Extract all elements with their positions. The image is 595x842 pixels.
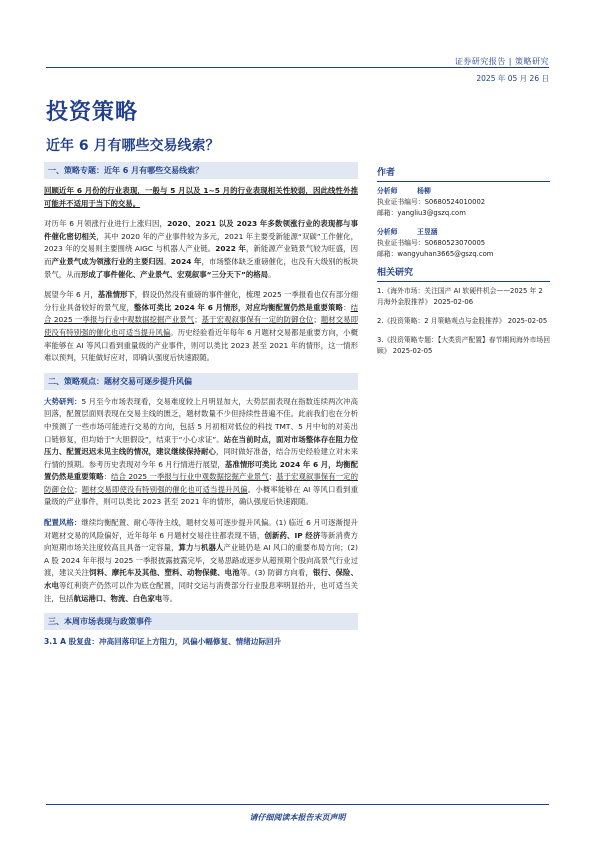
text-span: 基准情形下 bbox=[97, 290, 135, 300]
related-title: 1.《海外市场：关注国产 AI 软硬件机会——2025 年 2 月海外金股推荐》 bbox=[377, 287, 543, 306]
sidebar bbox=[377, 168, 550, 365]
trend-paragraph bbox=[44, 396, 358, 509]
text-span: ； bbox=[194, 315, 202, 325]
text-span: 产业景气成为领涨行业的主要归因 bbox=[51, 256, 164, 266]
text-span: ； bbox=[74, 484, 82, 494]
email-line bbox=[377, 249, 550, 260]
text-span: 航运港口、物流、白色家电 bbox=[73, 593, 163, 603]
text-span: 银行、保险、水电 bbox=[44, 568, 358, 591]
cert-label: 执业证书编号： bbox=[377, 239, 425, 247]
text-span: 。 bbox=[163, 256, 171, 266]
header-divider bbox=[46, 67, 549, 68]
related-date: 2025-02-05 bbox=[507, 317, 548, 325]
text-span: 。历史经验看近年每年 6 月题材交易都是重要方向，小概率能够在 AI 等风口看到重量级的产业事件，则可以类比 2023 甚至 2021 年的情形，这一情形难以预判，只能做好应对，即确认强度后快速跟随。 bbox=[44, 327, 358, 363]
related-title: 2.《投资策略：2 月策略观点与金股推荐》 bbox=[377, 317, 506, 325]
email-line bbox=[377, 208, 550, 219]
email-link[interactable]: yangliu3@gszq.com bbox=[397, 209, 466, 217]
text-span: 对历年 6 月领涨行业进行上涨归因， bbox=[44, 219, 168, 229]
text-span: 结合 2025 一季报与行业中观数据挖掘产业景气 bbox=[111, 472, 269, 482]
text-span: 。小概率能够在 AI 等风口看到重量级的产业事件，则可以类比 2023 甚至 2021 年的情形，确认强度后快速跟随。 bbox=[44, 484, 358, 507]
text-span: 饲料、摩托车及其他、塑料、动物保健、电池 bbox=[89, 568, 240, 578]
cert-number: S0680524010002 bbox=[424, 198, 486, 206]
report-subtitle: 近年 6 月有哪些交易线索？ bbox=[46, 138, 220, 154]
text-span: 题材交易即使没有特别强的催化也可适当提升风偏 bbox=[44, 315, 358, 337]
subsection-heading: 3.1 A 股复盘：冲高回落印证上方阻力，风偏小幅修复、情绪边际回升 bbox=[44, 637, 282, 647]
author-block bbox=[377, 227, 550, 260]
related-item[interactable] bbox=[377, 286, 550, 308]
footer-divider bbox=[46, 804, 549, 805]
author-role: 分析师 bbox=[377, 187, 398, 195]
outlook-paragraph bbox=[44, 289, 358, 365]
text-span: 基于宏观叙事保有一定的防御仓位 bbox=[201, 315, 314, 325]
text-span: 基准情形可类比 2024 年 6 月，均衡配置仍然是重要策略 bbox=[44, 459, 358, 482]
label-span: 大势研判： bbox=[44, 396, 82, 406]
related-title: 3.《投资策略专题：【大类资产配置】春节期间海外市场回顾》 bbox=[377, 336, 551, 355]
related-date: 2025-02-05 bbox=[392, 347, 433, 355]
related-item[interactable] bbox=[377, 316, 550, 327]
text-span: ： bbox=[343, 302, 351, 312]
text-span: 。 bbox=[268, 269, 276, 279]
cert-label: 执业证书编号： bbox=[377, 198, 425, 206]
text-span: 等。 bbox=[162, 593, 178, 603]
text-span: 展望今年 6 月， bbox=[44, 290, 98, 300]
cert-number: S0680523070005 bbox=[424, 239, 486, 247]
text-span: 2022 年 bbox=[215, 244, 246, 254]
main-column bbox=[44, 162, 358, 649]
author-row bbox=[377, 227, 550, 238]
text-span: 机器人 bbox=[200, 543, 224, 553]
label-span: 配置风格： bbox=[44, 518, 82, 528]
text-span: ： bbox=[103, 472, 112, 482]
related-date: 2025-02-06 bbox=[433, 298, 474, 306]
text-span: ，同时做好准备，结合历史经验建立对未来行情的预期。参考历史表现对今年 6 月行情进行展望， bbox=[44, 447, 358, 469]
author-heading: 作者 bbox=[377, 168, 550, 182]
text-span: ，新能源产业链景气较为旺盛，因而 bbox=[44, 244, 358, 266]
text-span: 等红利资产仍然可以作为底仓配置，同时交运与消费部分行业股息率明显抬升，也可适当关注，包括 bbox=[44, 581, 358, 603]
text-span: ，市场整体缺乏重磅催化，也没有大级别的板块景气，从而 bbox=[44, 256, 358, 279]
text-span: 算力 bbox=[178, 543, 194, 553]
section-heading-1: 一、策略专题：近年 6 月有哪些交易线索？ bbox=[44, 162, 358, 179]
text-span: ； bbox=[268, 472, 277, 482]
text-span: 整体可类比 2024 年 6 月情形，对应均衡配置仍然是重要策略 bbox=[134, 302, 344, 312]
author-name: 王昱涵 bbox=[417, 228, 438, 236]
summary-text: 回顾近年 6 月份的行业表现，一般与 5 月以及 1~5 月的行业表现相关性较弱，因此线性外推可能并不适用于当下的交易。 bbox=[44, 186, 358, 208]
author-role: 分析师 bbox=[377, 228, 398, 236]
text-span: 产业链仍是 AI 风口的重要布局方向；(2) A 股 2024 年年报与 2025 一季报披露披露完毕，交易思路或逐步从超预期个股向高景气行业过渡，建议关注 bbox=[44, 543, 358, 578]
cert-line bbox=[377, 197, 550, 208]
report-date: 2025 年 05 月 26 日 bbox=[476, 74, 549, 83]
cert-line bbox=[377, 238, 550, 249]
text-span: 等。(3) 防御方向看， bbox=[239, 568, 313, 578]
text-span: 站在当前时点，面对市场整体存在阻力位压力、配置迟迟未见主线的情况，建议继续保持耐心 bbox=[44, 434, 358, 457]
email-link[interactable]: wangyuhan3665@gszq.com bbox=[397, 250, 494, 258]
related-item[interactable] bbox=[377, 335, 550, 357]
text-span: 题材交易即使没有特别强的催化也可适当提升风偏 bbox=[81, 484, 248, 494]
related-heading: 相关研究 bbox=[377, 268, 550, 282]
text-span: 结合 2025 一季报与行业中观数据挖掘产业景气 bbox=[44, 302, 358, 325]
allocation-paragraph bbox=[44, 517, 358, 605]
footer-disclaimer: 请仔细阅读本报告末页声明 bbox=[249, 813, 346, 822]
text-span: 形成了事件催化、产业景气、宏观叙事“三分天下”的格局 bbox=[80, 269, 269, 279]
section-heading-2: 二、策略观点：题材交易可逐步提升风偏 bbox=[44, 373, 358, 390]
author-name: 杨柳 bbox=[417, 187, 431, 195]
email-label: 邮箱： bbox=[377, 250, 398, 258]
text-span: ，其中 2020 年的产业事件较为多元，2021 年主要受新能源“双碳”工作催化，2023 年的交易则主要围绕 AIGC 与机器人产业链。 bbox=[44, 231, 358, 254]
section-heading-3: 三、本周市场表现与政策事件 bbox=[44, 613, 358, 630]
text-span: 继续均衡配置、耐心等待主线，题材交易可逐步提升风偏。(1) 临近 6 月可逐渐提升对题材交易的风险偏好，近年每年 6 月题材交易往往都表现不错， bbox=[44, 518, 358, 540]
text-span: ，假设仍然没有重磅的事件催化，梳理 2025 一季报看也仅有部分细分行业具备较好的景气度， bbox=[44, 290, 358, 312]
email-label: 邮箱： bbox=[377, 209, 398, 217]
text-span: ； bbox=[313, 315, 321, 325]
report-category: 证券研究报告 | 策略研究 bbox=[454, 57, 549, 66]
text-span: 2024 年 bbox=[170, 256, 202, 266]
text-span: 基于宏观叙事保有一定的防御仓位 bbox=[44, 472, 358, 494]
text-span: 与 bbox=[193, 543, 201, 553]
text-span: 等新消费方向短期市场关注度较高且具备一定容量， bbox=[44, 530, 358, 553]
summary-paragraph bbox=[44, 185, 358, 210]
text-span: 创新药、IP 经济 bbox=[264, 530, 321, 540]
author-block bbox=[377, 186, 550, 219]
text-span: 5 月至今市场表现看，交易难度较上月明显加大，大势层面表现在指数连续两次冲高回落，配置层面则表现在交易主线的匮乏，题材数量不少但持续性普遍不佳。此前我们也在分析中预测了一些市场可能进行交易的方向，包括 5 月初相对低位的科技 TMT、5 月中旬的对美出口链修复，但均始于“大胆假设”，结束于“小心求证”。 bbox=[44, 396, 358, 444]
attribution-paragraph bbox=[44, 218, 358, 281]
text-span: 2020、2021 以及 2023 年多数领涨行业的表现都与事件催化密切相关 bbox=[44, 219, 358, 241]
page-title: 投资策略 bbox=[46, 100, 139, 125]
author-row bbox=[377, 186, 550, 197]
